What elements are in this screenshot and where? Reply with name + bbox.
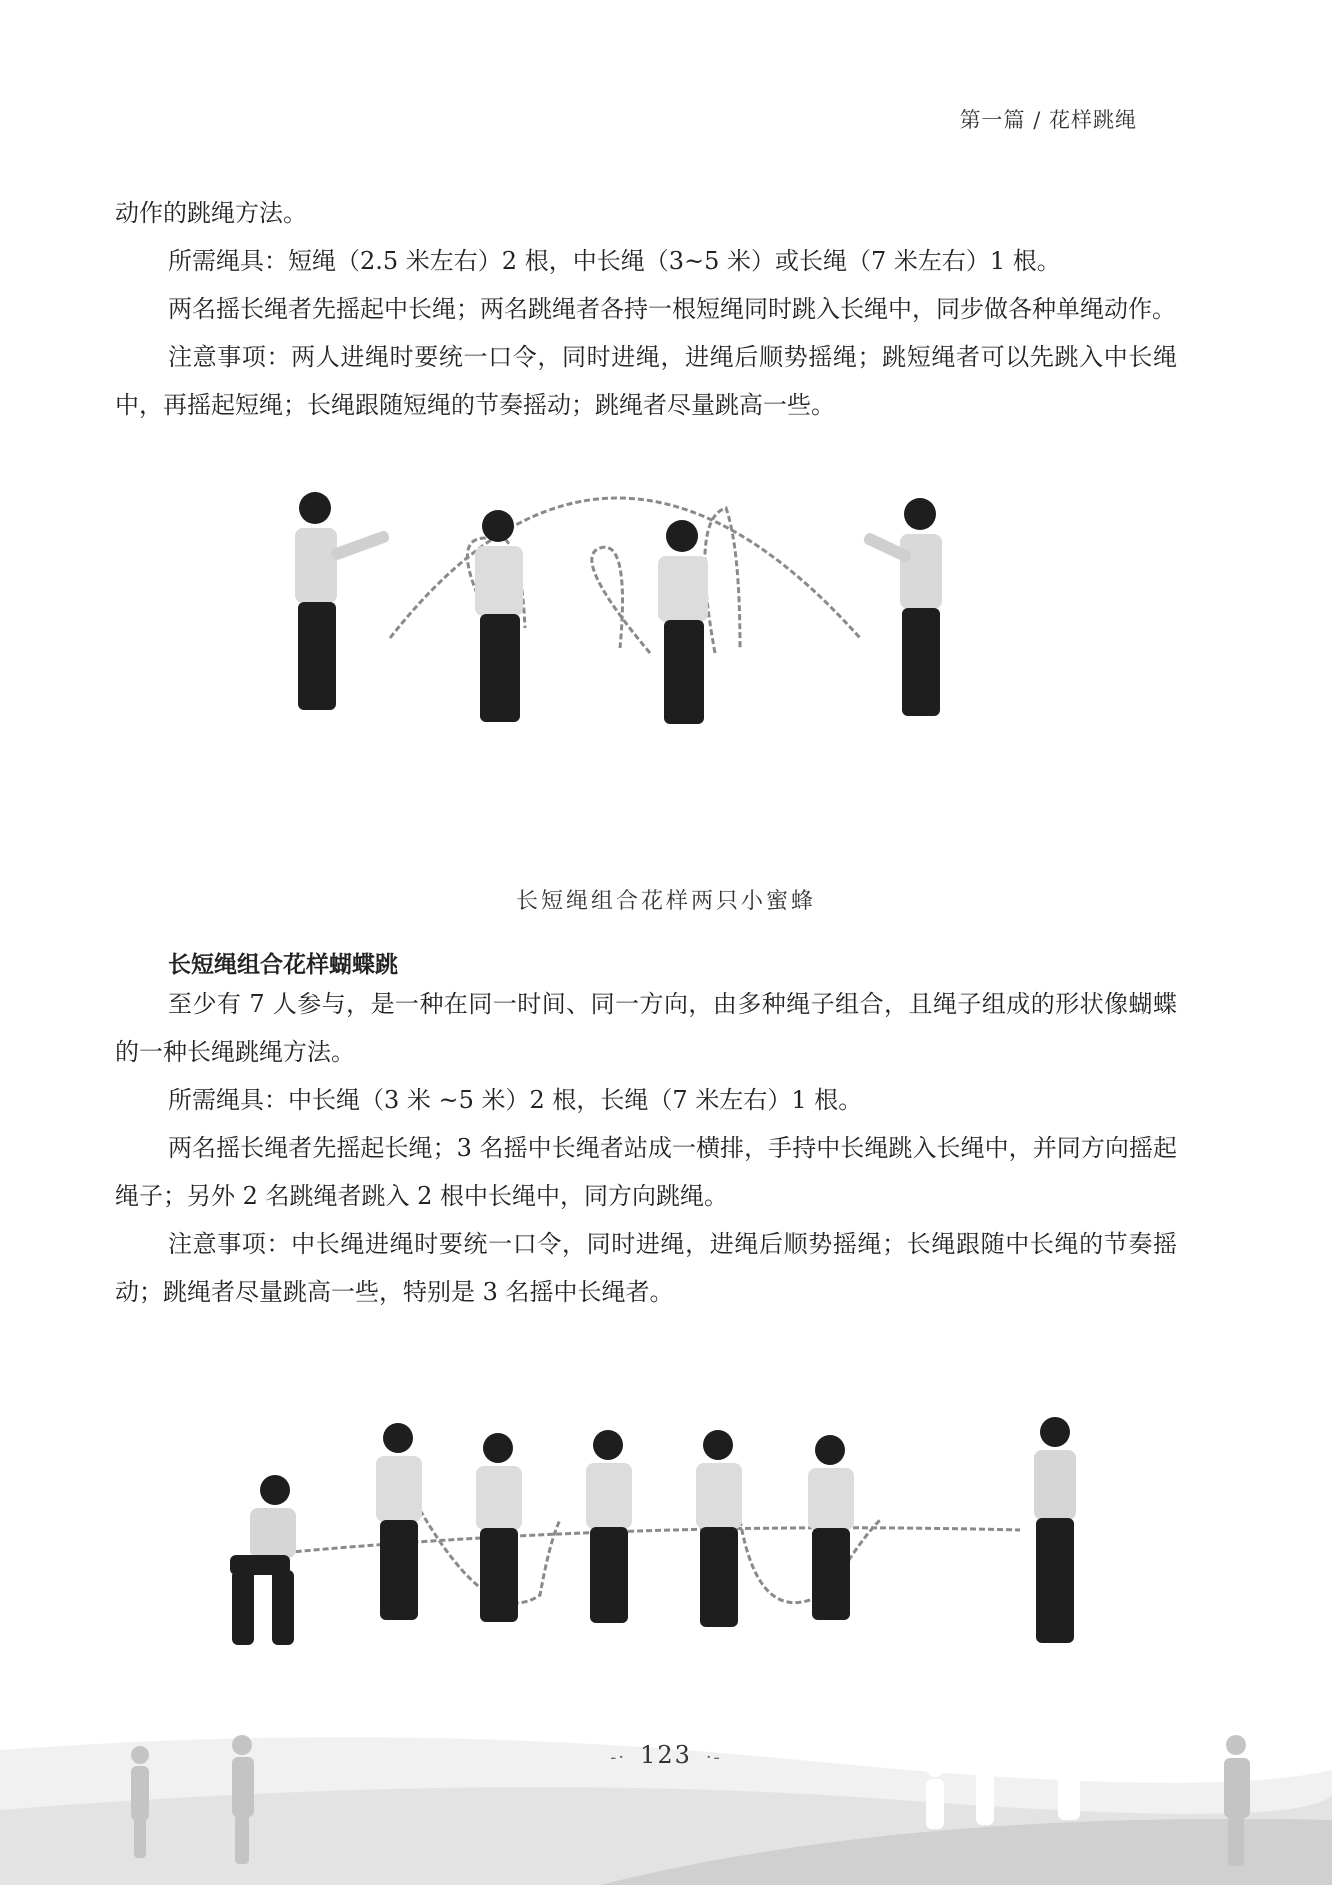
paragraph: 所需绳具：短绳（2.5 米左右）2 根，中长绳（3~5 米）或长绳（7 米左右）1 根。: [168, 247, 1061, 275]
paragraph: 注意事项：两人进绳时要统一口令，同时进绳，进绳后顺势摇绳；跳短绳者可以先跳入中长绳中，再摇起短绳；长绳跟随短绳的节奏摇动；跳绳者尽量跳高一些。: [115, 343, 1177, 419]
running-title: 第一篇 / 花样跳绳: [959, 108, 1137, 132]
paragraph: 注意事项：中长绳进绳时要统一口令，同时进绳，进绳后顺势摇绳；长绳跟随中长绳的节奏摇动；跳绳者尽量跳高一些，特别是 3 名摇中长绳者。: [115, 1230, 1177, 1306]
paragraph: 两名摇长绳者先摇起长绳；3 名摇中长绳者站成一横排，手持中长绳跳入长绳中，并同方向摇起绳子；另外 2 名跳绳者跳入 2 根中长绳中，同方向跳绳。: [115, 1134, 1177, 1210]
figure-butterfly-jump-photo: [220, 1370, 1100, 1660]
section1-text: [115, 189, 1177, 429]
figure-two-little-bees-photo: [270, 478, 970, 860]
page-number-value: 123: [640, 1741, 692, 1769]
dash-ornament-left: -·: [610, 1747, 627, 1768]
paragraph: 两名摇长绳者先摇起中长绳；两名跳绳者各持一根短绳同时跳入长绳中，同步做各种单绳动作。: [168, 295, 1176, 323]
dash-ornament-right: ·-: [705, 1747, 722, 1768]
section-heading: 长短绳组合花样蝴蝶跳: [168, 952, 398, 978]
paragraph: 所需绳具：中长绳（3 米 ~5 米）2 根，长绳（7 米左右）1 根。: [168, 1086, 863, 1114]
footer-decoration: [0, 1700, 1332, 1885]
paragraph: 至少有 7 人参与，是一种在同一时间、同一方向，由多种绳子组合，且绳子组成的形状像蝴蝶的一种长绳跳绳方法。: [115, 990, 1177, 1066]
paragraph: 动作的跳绳方法。: [115, 199, 307, 227]
page-number: [0, 1741, 1332, 1769]
figure1-caption: 长短绳组合花样两只小蜜蜂: [515, 889, 816, 914]
section2-text: [115, 980, 1177, 1316]
